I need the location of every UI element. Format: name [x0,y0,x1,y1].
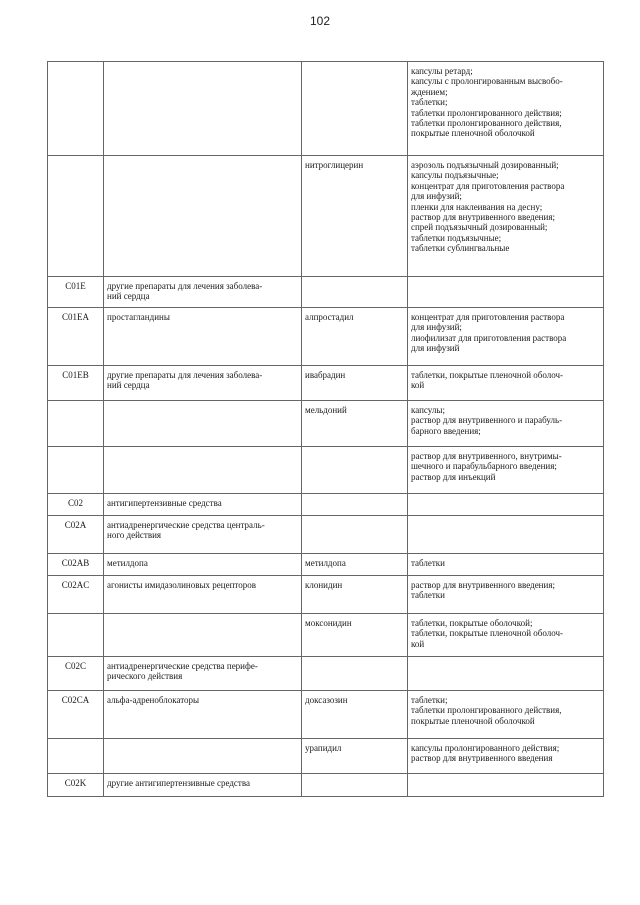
atc-code-cell: C01E [48,277,104,308]
cell-line: концентрат для приготовления раствора [411,180,565,191]
drug-name-cell [302,447,408,494]
cell-line: простагландины [107,312,170,322]
drug-name-cell [302,614,408,657]
atc-code-cell: C02AC [48,576,104,614]
cell-line: раствор для внутривенного, внутримы- [411,451,562,461]
cell-line: концентрат для приготовления раствора [411,312,565,322]
cell-line: для инфузий; [411,191,462,202]
group-name-cell [104,614,302,657]
cell-line: капсулы подъязычные; [411,170,499,181]
table-body [48,62,604,797]
dosage-forms-cell [408,62,604,156]
cell-line: таблетки подъязычные; [411,232,502,243]
cell-line: раствор для внутривенного введения [411,753,553,764]
dosage-forms-cell [408,401,604,447]
table-row [48,401,604,447]
table-row [48,554,604,576]
cell-line: раствор для внутривенного введения; [411,212,555,223]
drug-name-cell [302,516,408,554]
cell-line: капсулы пролонгированного действия; [411,743,560,753]
page-number: 102 [309,14,331,28]
dosage-forms-cell [408,277,604,308]
cell-line: антиадренергические средства перифе- [107,661,258,671]
group-name-cell [104,366,302,401]
group-name-cell [104,774,302,797]
cell-line: покрытые пленочной оболочкой [411,715,535,726]
cell-line: рического действия [107,671,183,682]
drug-name-cell [302,739,408,774]
atc-code-cell [48,739,104,774]
cell-line: капсулы ретард; [411,66,473,76]
cell-line: доксазозин [305,695,348,705]
cell-line: клонидин [305,580,343,590]
group-name-cell [104,516,302,554]
cell-line: антигипертензивные средства [107,498,222,508]
drug-name-cell [302,277,408,308]
table-row [48,308,604,366]
table-row [48,576,604,614]
cell-line: таблетки пролонгированного действия, [411,118,562,129]
cell-line: капсулы с пролонгированным высвобо- [411,76,563,87]
atc-code-cell: C02CA [48,691,104,739]
table-row [48,516,604,554]
drug-table [47,61,604,797]
cell-line: раствор для внутривенного введения; [411,580,555,590]
cell-line: антиадренергические средства централь- [107,520,265,530]
cell-line: нитроглицерин [305,160,364,170]
atc-code-cell: C02AB [48,554,104,576]
cell-line: ного действия [107,530,162,541]
table-row [48,614,604,657]
cell-line: кой [411,380,425,391]
cell-line: таблетки пролонгированного действия; [411,107,562,118]
group-name-cell [104,156,302,277]
atc-code-cell: C01EA [48,308,104,366]
cell-line: моксонидин [305,618,352,628]
cell-line: таблетки; [411,97,448,108]
cell-line: кой [411,638,425,649]
cell-line: лиофилизат для приготовления раствора [411,332,567,343]
drug-name-cell [302,691,408,739]
cell-line: таблетки [411,558,446,568]
cell-line: капсулы; [411,405,445,415]
cell-line: мельдоний [305,405,347,415]
drug-name-cell [302,62,408,156]
cell-line: ждением; [411,86,448,97]
drug-name-cell [302,308,408,366]
group-name-cell [104,554,302,576]
table-row [48,774,604,797]
table-row [48,657,604,691]
group-name-cell [104,62,302,156]
group-name-cell [104,494,302,516]
group-name-cell [104,447,302,494]
dosage-forms-cell [408,494,604,516]
drug-name-cell [302,657,408,691]
cell-line: для инфузий; [411,322,462,333]
drug-name-cell [302,576,408,614]
dosage-forms-cell [408,691,604,739]
dosage-forms-cell [408,657,604,691]
dosage-forms-cell [408,739,604,774]
table-row [48,447,604,494]
cell-line: агонисты имидазолиновых рецепторов [107,580,256,590]
dosage-forms-cell [408,554,604,576]
cell-line: пленки для наклеивания на десну; [411,201,543,212]
drug-name-cell [302,774,408,797]
cell-line: ний сердца [107,380,150,391]
group-name-cell [104,691,302,739]
table-row [48,494,604,516]
dosage-forms-cell [408,516,604,554]
drug-name-cell [302,156,408,277]
group-name-cell [104,739,302,774]
atc-code-cell [48,401,104,447]
table-row [48,156,604,277]
dosage-forms-cell [408,614,604,657]
cell-line: другие препараты для лечения заболева- [107,370,263,380]
cell-line: ивабрадин [305,370,346,380]
cell-line: таблетки, покрытые пленочной оболоч- [411,628,563,639]
table-row [48,691,604,739]
atc-code-cell [48,156,104,277]
drug-name-cell [302,494,408,516]
cell-line: ний сердца [107,291,150,302]
cell-line: спрей подъязычный дозированный; [411,222,548,233]
cell-line: метилдопа [305,558,346,568]
dosage-forms-cell [408,156,604,277]
cell-line: таблетки сублингвальные [411,243,510,254]
cell-line: для инфузий [411,343,460,354]
table-row [48,739,604,774]
atc-code-cell: C02 [48,494,104,516]
cell-line: другие антигипертензивные средства [107,778,250,788]
cell-line: таблетки, покрытые пленочной оболоч- [411,370,563,380]
table-row [48,277,604,308]
atc-code-cell: C02K [48,774,104,797]
cell-line: альфа-адреноблокаторы [107,695,200,705]
drug-name-cell [302,366,408,401]
group-name-cell [104,576,302,614]
group-name-cell [104,401,302,447]
cell-line: таблетки, покрытые оболочкой; [411,618,533,628]
dosage-forms-cell [408,308,604,366]
atc-code-cell: C02A [48,516,104,554]
cell-line: шечного и парабульбарного введения; [411,461,557,472]
atc-code-cell: C01EB [48,366,104,401]
cell-line: урапидил [305,743,342,753]
cell-line: аэрозоль подъязычный дозированный; [411,160,559,170]
cell-line: алпростадил [305,312,354,322]
table-row [48,62,604,156]
table-row [48,366,604,401]
atc-code-cell [48,62,104,156]
cell-line: таблетки; [411,695,448,705]
dosage-forms-cell [408,774,604,797]
cell-line: раствор для внутривенного и парабуль- [411,415,563,426]
group-name-cell [104,657,302,691]
cell-line: таблетки [411,590,446,601]
drug-name-cell [302,401,408,447]
cell-line: барного введения; [411,425,481,436]
drug-name-cell [302,554,408,576]
atc-code-cell [48,614,104,657]
atc-code-cell: C02C [48,657,104,691]
dosage-forms-cell [408,576,604,614]
atc-code-cell [48,447,104,494]
cell-line: метилдопа [107,558,148,568]
dosage-forms-cell [408,447,604,494]
cell-line: другие препараты для лечения заболева- [107,281,263,291]
cell-line: таблетки пролонгированного действия, [411,705,562,716]
group-name-cell [104,277,302,308]
cell-line: раствор для инъекций [411,471,496,482]
group-name-cell [104,308,302,366]
cell-line: покрытые пленочной оболочкой [411,128,535,139]
dosage-forms-cell [408,366,604,401]
